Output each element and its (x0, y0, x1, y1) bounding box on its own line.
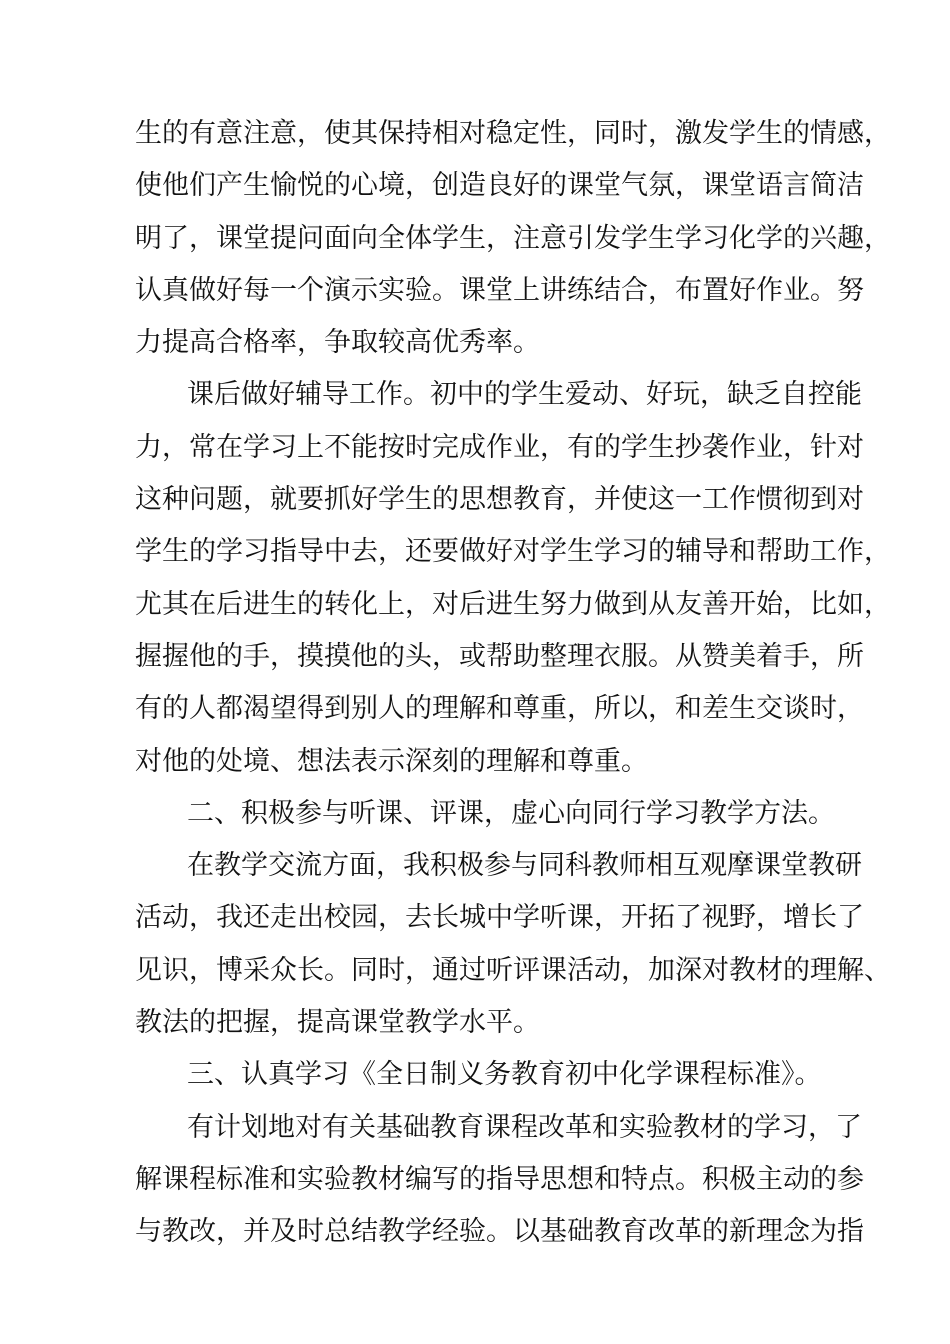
text-line: 力，常在学习上不能按时完成作业，有的学生抄袭作业，针对 (135, 431, 864, 463)
paragraph-start-line: 有计划地对有关基础教育课程改革和实验教材的学习，了 (187, 1111, 862, 1143)
paragraph-start-line: 课后做好辅导工作。初中的学生爱动、好玩，缺乏自控能 (187, 379, 862, 411)
text-line: 对他的处境、想法表示深刻的理解和尊重。 (135, 745, 648, 777)
paragraph-start-line: 在教学交流方面，我积极参与同科教师相互观摩课堂教研 (187, 850, 862, 882)
section-heading: 三、认真学习《全日制义务教育初中化学课程标准》。 (187, 1059, 822, 1091)
section-heading: 二、积极参与听课、评课，虚心向同行学习教学方法。 (187, 797, 835, 829)
text-line: 教法的把握，提高课堂教学水平。 (135, 1007, 540, 1039)
text-line: 明了，课堂提问面向全体学生，注意引发学生学习化学的兴趣， (135, 222, 891, 254)
text-line: 生的有意注意，使其保持相对稳定性，同时，激发学生的情感， (135, 118, 891, 149)
text-line: 活动，我还走出校园，去长城中学听课，开拓了视野，增长了 (135, 902, 864, 934)
text-line: 有的人都渴望得到别人的理解和尊重，所以，和差生交谈时， (135, 693, 864, 725)
text-line: 力提高合格率，争取较高优秀率。 (135, 327, 540, 359)
text-line: 尤其在后进生的转化上，对后进生努力做到从友善开始，比如， (135, 588, 891, 620)
text-line: 学生的学习指导中去，还要做好对学生学习的辅导和帮助工作， (135, 536, 891, 568)
text-line: 使他们产生愉悦的心境，创造良好的课堂气氛，课堂语言简洁 (135, 170, 864, 202)
body-text (135, 108, 891, 1259)
text-line: 与教改，并及时总结教学经验。以基础教育改革的新理念为指 (135, 1216, 864, 1248)
text-line: 认真做好每一个演示实验。课堂上讲练结合，布置好作业。努 (135, 274, 864, 306)
text-line: 握握他的手，摸摸他的头，或帮助整理衣服。从赞美着手，所 (135, 640, 864, 672)
text-line: 解课程标准和实验教材编写的指导思想和特点。积极主动的参 (135, 1163, 864, 1195)
text-line: 这种问题，就要抓好学生的思想教育，并使这一工作惯彻到对 (135, 484, 864, 516)
text-line: 见识，博采众长。同时，通过听评课活动，加深对教材的理解、 (135, 954, 891, 986)
